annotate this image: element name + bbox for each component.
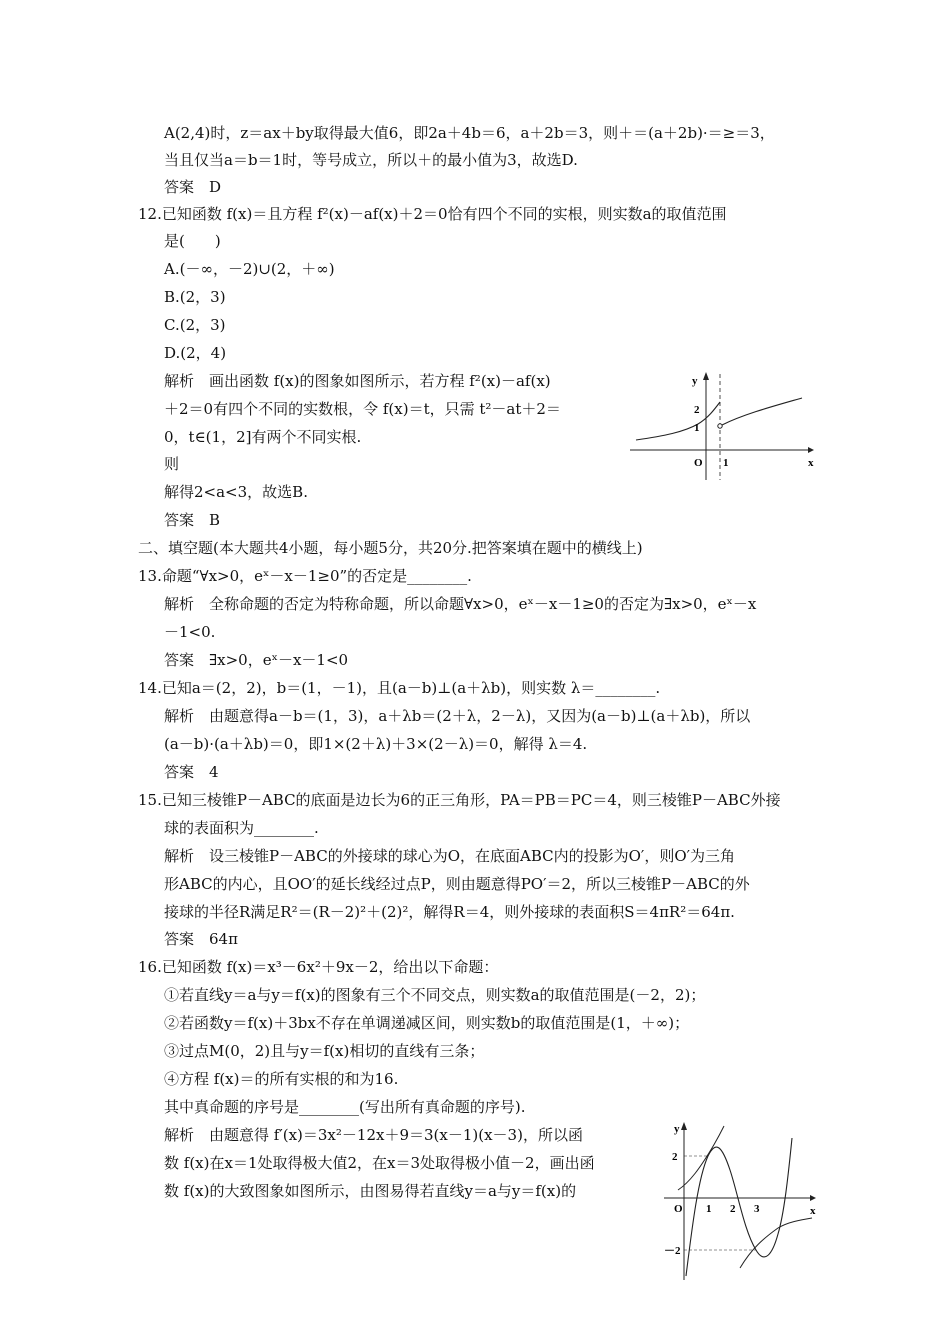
- function-graph-figure: [624, 370, 814, 482]
- text-line: 其中真命题的序号是________(写出所有真命题的序号).: [164, 1098, 526, 1116]
- origin-label: O: [674, 1203, 683, 1215]
- log-curve: [722, 398, 802, 425]
- analysis-line: 解析 由题意得a－b＝(1，3)，a＋λb＝(2＋λ，2－λ)，又因为(a－b)⊥(a＋λb)，所以: [164, 707, 751, 725]
- question-13: 13.命题“∀x>0，eˣ－x－1≥0”的否定是________.: [138, 567, 472, 585]
- option-a: A.(－∞，－2)∪(2，＋∞): [164, 260, 335, 278]
- analysis-line: 解析 设三棱锥P－ABC的外接球的球心为O，在底面ABC内的投影为O′，则O′为三角: [164, 847, 736, 865]
- proposition-3: ③过点M(0，2)且与y＝f(x)相切的直线有三条；: [164, 1042, 485, 1060]
- tick-label: 1: [723, 457, 729, 469]
- x-label: x: [810, 1205, 816, 1217]
- analysis-line: 0，t∈(1，2]有两个不同实根.: [164, 428, 362, 446]
- exp-curve: [636, 402, 720, 440]
- analysis-line: 接球的半径R满足R²＝(R－2)²＋(2)²，解得R＝4，则外接球的表面积S＝4πR²＝64π.: [164, 903, 735, 921]
- proposition-1: ①若直线y＝a与y＝f(x)的图象有三个不同交点，则实数a的取值范围是(－2，2)；: [164, 986, 706, 1004]
- analysis-line: 形ABC的内心，且OO′的延长线经过点P，则由题意得PO′＝2，所以三棱锥P－ABC的外: [164, 875, 750, 893]
- option-b: B.(2，3): [164, 288, 226, 306]
- analysis-line: 解析 全称命题的否定为特称命题，所以命题∀x>0，eˣ－x－1≥0的否定为∃x>0，eˣ－x: [164, 595, 757, 613]
- answer-line: 答案 ∃x>0，eˣ－x－1<0: [164, 651, 349, 669]
- question-16: 16.已知函数 f(x)＝x³－6x²＋9x－2，给出以下命题：: [138, 958, 499, 976]
- text-line: 是( ): [164, 232, 221, 250]
- section-heading: 二、填空题(本大题共4小题，每小题5分，共20分.把答案填在题中的横线上): [138, 539, 643, 557]
- x-axis-arrow-icon: [808, 447, 814, 453]
- analysis-line: 解析 由题意得 f′(x)＝3x²－12x＋9＝3(x－1)(x－3)，所以函: [164, 1126, 583, 1144]
- analysis-line: 数 f(x)在x＝1处取得极大值2，在x＝3处取得极小值－2，画出函: [164, 1154, 595, 1172]
- answer-line: 答案 64π: [164, 930, 238, 948]
- question-12: 12.已知函数 f(x)＝且方程 f²(x)－af(x)＋2＝0恰有四个不同的实根，则实数a的取值范围: [138, 205, 727, 223]
- tick-label: 3: [754, 1203, 760, 1215]
- question-15: 15.已知三棱锥P－ABC的底面是边长为6的正三角形，PA＝PB＝PC＝4，则三棱锥P－ABC外接: [138, 791, 781, 809]
- cubic-curve: [686, 1138, 792, 1276]
- x-label: x: [808, 457, 814, 469]
- tick-label: －2: [664, 1245, 681, 1257]
- open-point: [718, 424, 722, 428]
- y-label: y: [674, 1123, 680, 1135]
- tick-label: 2: [672, 1151, 678, 1163]
- option-d: D.(2，4): [164, 344, 227, 362]
- tick-label: 2: [730, 1203, 736, 1215]
- text-line: 球的表面积为________.: [164, 819, 319, 837]
- analysis-line: 解得2<a<3，故选B.: [164, 483, 308, 501]
- tick-label: 2: [694, 404, 700, 416]
- auxiliary-curve: [740, 1218, 812, 1268]
- analysis-line: 则: [164, 455, 180, 473]
- answer-line: 答案 B: [164, 511, 221, 529]
- answer-line: 答案 4: [164, 763, 219, 781]
- analysis-line: 数 f(x)的大致图象如图所示，由图易得若直线y＝a与y＝f(x)的: [164, 1182, 577, 1200]
- cubic-graph-figure: [660, 1118, 820, 1282]
- proposition-2: ②若函数y＝f(x)＋3bx不存在单调递减区间，则实数b的取值范围是(1，＋∞)；: [164, 1014, 690, 1032]
- question-14: 14.已知a＝(2，2)，b＝(1，－1)，且(a－b)⊥(a＋λb)，则实数 λ＝________.: [138, 679, 661, 697]
- origin-label: O: [694, 457, 703, 469]
- proposition-4: ④方程 f(x)＝的所有实根的和为16.: [164, 1070, 399, 1088]
- text-line: A(2,4)时，z＝ax＋by取得最大值6，即2a＋4b＝6，a＋2b＝3，则＋＝(a＋2b)·＝≥＝3，: [164, 124, 775, 142]
- y-axis-arrow-icon: [681, 1122, 687, 1130]
- option-c: C.(2，3): [164, 316, 226, 334]
- analysis-line: (a－b)·(a＋λb)＝0，即1×(2＋λ)＋3×(2－λ)＝0，解得 λ＝4.: [164, 735, 588, 753]
- tick-label: 1: [706, 1203, 712, 1215]
- x-axis-arrow-icon: [810, 1195, 816, 1201]
- analysis-line: －1<0.: [164, 623, 216, 641]
- analysis-line: 解析 画出函数 f(x)的图象如图所示，若方程 f²(x)－af(x): [164, 372, 551, 390]
- analysis-line: ＋2＝0有四个不同的实数根，令 f(x)＝t，只需 t²－at＋2＝: [164, 400, 561, 418]
- text-line: 当且仅当a＝b＝1时，等号成立，所以＋的最小值为3，故选D.: [164, 151, 578, 169]
- tick-label: 1: [694, 422, 700, 434]
- y-label: y: [692, 375, 698, 387]
- answer-line: 答案 D: [164, 178, 222, 196]
- y-axis-arrow-icon: [703, 372, 709, 380]
